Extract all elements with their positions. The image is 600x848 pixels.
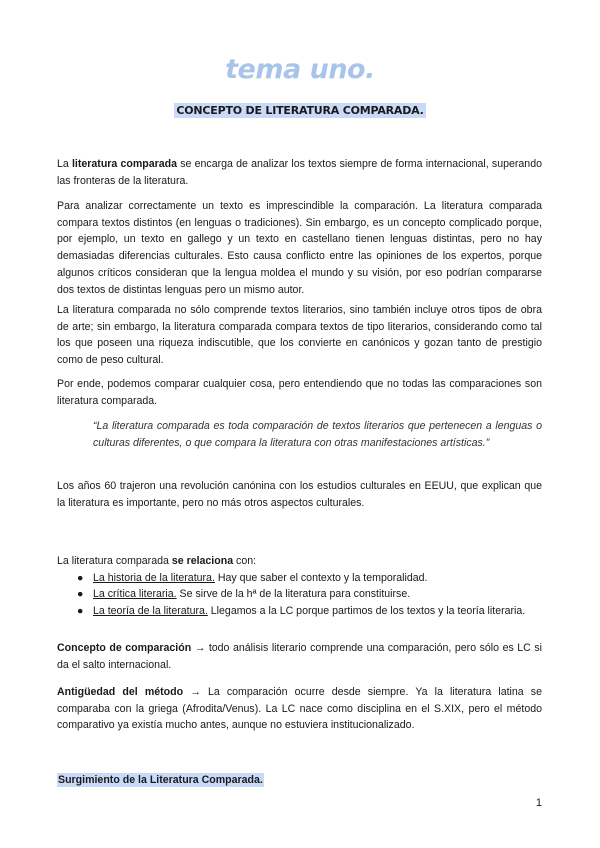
bullet-icon: ● (77, 605, 84, 618)
paragraph-4: Por ende, podemos comparar cualquier cosa, pero entendiendo que no todas las comparaciones son literatura comparada. (57, 378, 542, 407)
antiguedad-text: La comparación ocurre desde siempre. Ya la literatura latina se comparaba con la griega (Afrodita/Venus). La LC nace como disciplina en el S.XIX, pero el método comparativo ya existía mucho antes, aunque no estuviera institucionalizado. (57, 686, 542, 732)
bullet-icon: ● (77, 571, 84, 584)
paragraph-antiguedad (57, 684, 542, 734)
paragraph-2: Para analizar correctamente un texto es imprescindible la comparación. La literatura comparada compara textos distintos (en lenguas o tradiciones). Sin embargo, es un concepto complicado porque, por ejemplo, un texto en gallego y un texto en castellano tienen lenguas distintas, pero no hay demasiadas diferencias culturales. Esto causa conflicto entre las opiniones de los expertos, porque algunos críticos consideran que la lengua moldea el mundo y su visión, por eso podrían compararse dos textos de distintas lenguas pero un mismo autor. (57, 200, 542, 296)
quote-block: “La literatura comparada es toda comparación de textos literarios que pertenecen a lenguas o culturas diferentes, o que compara la literatura con otras manifestaciones artísticas.” (93, 420, 542, 449)
page-number: 1 (535, 797, 542, 809)
paragraph-intro (57, 156, 542, 189)
page-title: tema uno. (225, 54, 375, 85)
bullet-icon: ● (77, 588, 84, 601)
relation-list-block (57, 553, 542, 620)
list-item (57, 586, 542, 603)
list-item-text: Se sirve de la hª de la literatura para constituirse. (176, 588, 411, 601)
list-item-text: Llegamos a la LC porque partimos de los textos y la teoría literaria. (207, 605, 526, 618)
rel-post: con: (233, 555, 257, 567)
concepto-text: todo análisis literario comprende una comparación, pero sólo es LC si da el salto internacional. (57, 642, 542, 671)
antiguedad-bold: Antigüedad del método (57, 686, 184, 698)
list-item (57, 570, 542, 587)
list-item-underlined: La teoría de la literatura. (93, 605, 208, 618)
p1-pre: La (57, 158, 72, 170)
paragraph-3: La literatura comparada no sólo comprende textos literarios, sino también incluye otros tipos de obra de arte; sin embargo, la literatura comparada compara textos de tipo literarios, considerando como tal los que poseen una riqueza indiscutible, que los convierte en canónicos y gozan tanto de prestigio como de peso cultural. (57, 304, 542, 367)
list-item (57, 603, 542, 620)
relation-intro (57, 553, 542, 570)
rel-bold: se relaciona (171, 555, 234, 567)
list-item-text: Hay que saber el contexto y la temporalidad. (214, 571, 428, 584)
relation-list (57, 570, 542, 620)
list-item-underlined: La historia de la literatura. (93, 571, 215, 584)
concepto-bold: Concepto de comparación (57, 642, 192, 654)
page-subtitle: CONCEPTO DE LITERATURA COMPARADA. (176, 104, 424, 117)
list-item-underlined: La crítica literaria. (93, 588, 177, 601)
rel-pre: La literatura comparada (57, 555, 172, 567)
subtitle-wrap (0, 101, 600, 119)
paragraph-concepto (57, 640, 542, 673)
paragraph-5: Los años 60 trajeron una revolución canónina con los estudios culturales en EEUU, que explican que la literatura es importante, pero no más otros aspectos culturales. (57, 480, 542, 509)
arrow-icon: → (191, 642, 209, 654)
p1-post: se encarga de analizar los textos siempre de forma internacional, superando las fronteras de la literatura. (57, 158, 542, 187)
section-heading: Surgimiento de la Literatura Comparada. (58, 774, 263, 786)
arrow-icon: → (183, 686, 208, 698)
p1-bold: literatura comparada (71, 158, 178, 170)
